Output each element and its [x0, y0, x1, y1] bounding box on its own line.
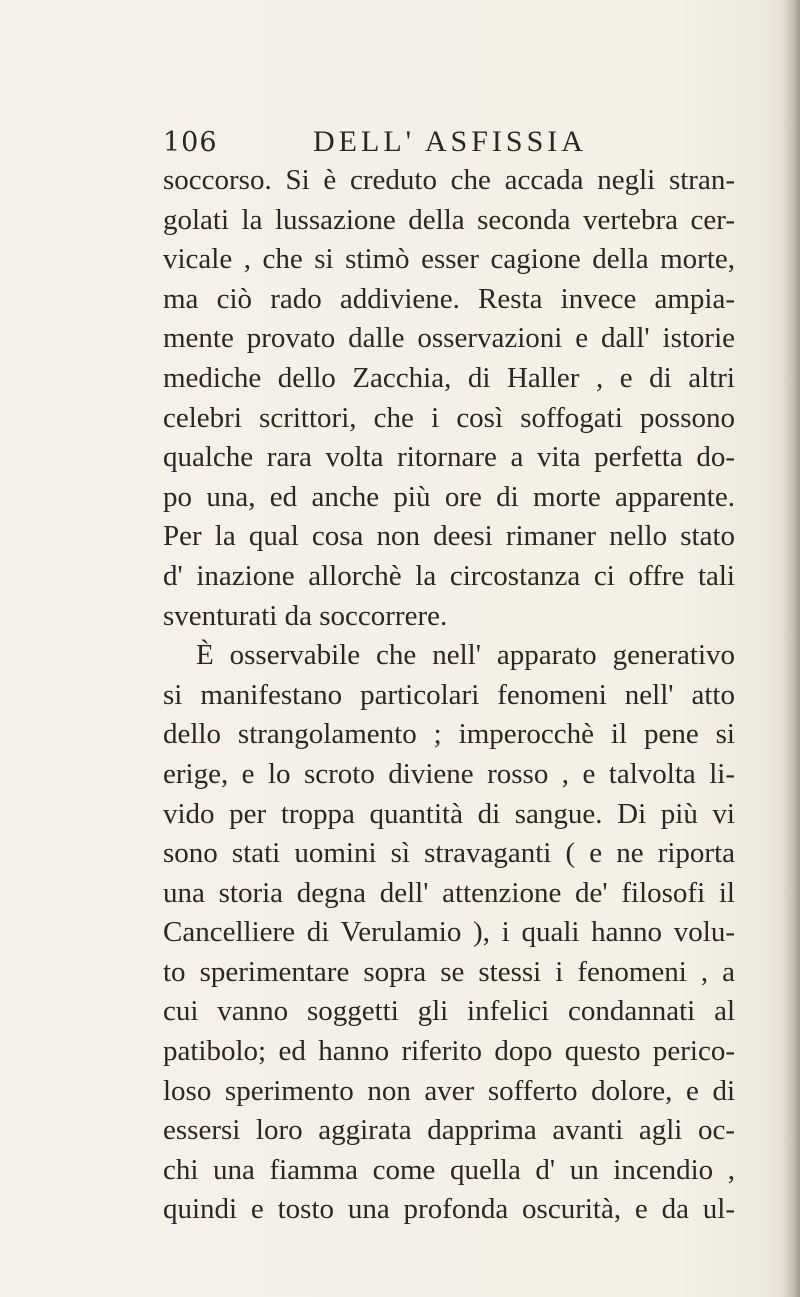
text-line: erige, e lo scroto diviene rosso , e talvolta li-	[163, 757, 735, 790]
text-line: qualche rara volta ritornare a vita perfetta do-	[163, 441, 735, 474]
running-title: DELL' ASFISSIA	[313, 125, 587, 158]
text-line: po una, ed anche più ore di morte apparente.	[163, 480, 735, 513]
text-line: mediche dello Zacchia, di Haller , e di altri	[163, 361, 735, 394]
body-text	[163, 161, 743, 1230]
text-line: vicale , che si stimò esser cagione della morte,	[163, 243, 735, 276]
text-line: quindi e tosto una profonda oscurità, e da ul-	[163, 1193, 735, 1226]
text-line: si manifestano particolari fenomeni nell' atto	[163, 678, 735, 711]
text-line: mente provato dalle osservazioni e dall' istorie	[163, 322, 735, 355]
text-line: golati la lussazione della seconda vertebra cer-	[163, 203, 735, 236]
text-line: sventurati da soccorrere.	[163, 599, 448, 632]
text-line: chi una fiamma come quella d' un incendio ,	[163, 1153, 735, 1186]
text-line: sono stati uomini sì stravaganti ( e ne riporta	[163, 837, 735, 870]
text-line: patibolo; ed hanno riferito dopo questo perico-	[163, 1035, 735, 1068]
page-number: 106	[163, 127, 218, 158]
page-edge-shadow	[782, 0, 800, 1297]
text-line: Cancelliere di Verulamio ), i quali hanno volu-	[163, 916, 735, 949]
text-line: soccorso. Si è creduto che accada negli stran-	[163, 164, 735, 196]
text-line: celebri scrittori, che i così soffogati possono	[163, 401, 735, 434]
text-line: Per la qual cosa non deesi rimaner nello stato	[163, 520, 735, 553]
text-line: dello strangolamento ; imperocchè il pene si	[163, 718, 735, 751]
text-line: to sperimentare sopra se stessi i fenomeni , a	[163, 955, 735, 988]
text-line: essersi loro aggirata dapprima avanti agli oc-	[163, 1114, 735, 1147]
text-line: loso sperimento non aver sofferto dolore, e di	[163, 1074, 735, 1107]
text-line: È osservabile che nell' apparato generativo	[196, 639, 735, 672]
text-line: d' inazione allorchè la circostanza ci offre tali	[163, 559, 735, 592]
text-line: vido per troppa quantità di sangue. Di più vi	[163, 797, 735, 830]
text-line: ma ciò rado addiviene. Resta invece ampia-	[163, 282, 735, 315]
text-line: una storia degna dell' attenzione de' filosofi il	[163, 876, 735, 909]
text-line: cui vanno soggetti gli infelici condannati al	[163, 995, 735, 1028]
page-header	[163, 121, 673, 161]
